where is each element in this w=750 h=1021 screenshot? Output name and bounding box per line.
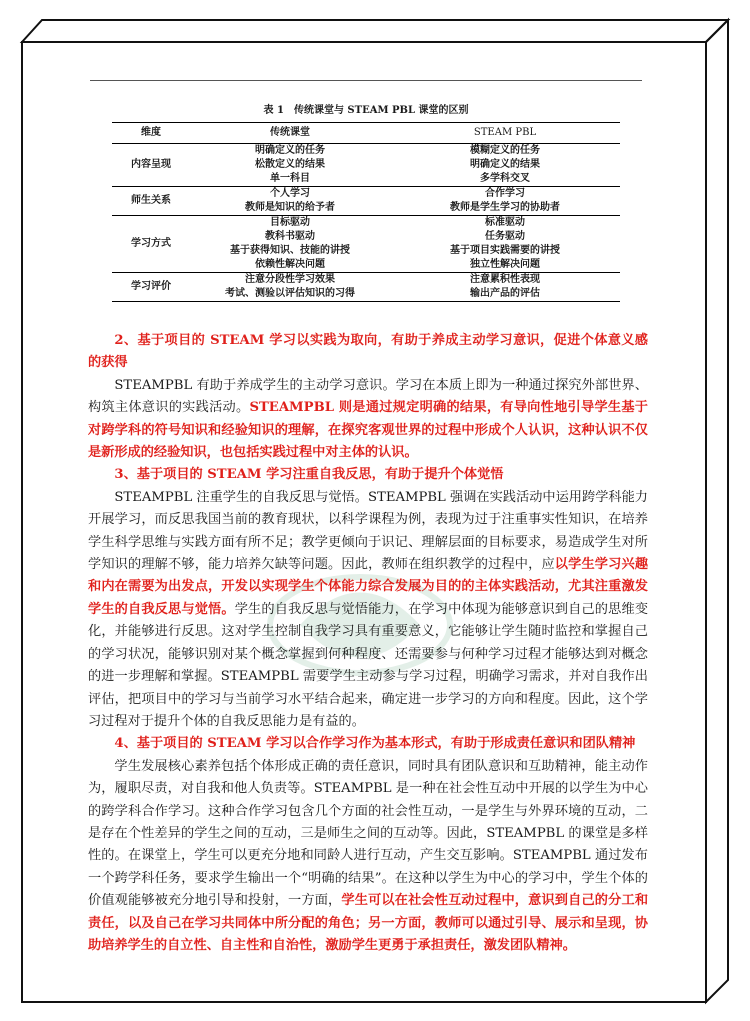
highlighted-text: 以学生学习兴趣和内在需要为出发点，开发以实现学生个体能力综合发展为目的的主体实践活动，尤其注重激发学生的自我反思与觉悟。 bbox=[88, 557, 649, 617]
table-cell: 教师是学生学习的协助者 bbox=[390, 201, 620, 216]
table-cell: 模糊定义的任务 bbox=[470, 145, 540, 156]
table-cell: 教科书驱动 bbox=[265, 231, 315, 242]
table-cell: 松散定义的结果 bbox=[255, 159, 325, 170]
table-cell: 基于获得知识、技能的讲授 bbox=[230, 245, 350, 256]
table-cell: 明确定义的任务 bbox=[255, 145, 325, 156]
table-cell-dimension: 师生关系 bbox=[112, 187, 190, 216]
table-cell-dimension: 内容呈现 bbox=[112, 144, 190, 187]
table-cell-dimension: 学习评价 bbox=[112, 273, 190, 302]
table-row bbox=[112, 144, 620, 159]
table-caption: 表 1 传统课堂与 STEAM PBL 课堂的区别 bbox=[263, 105, 469, 116]
section-heading: 2、基于项目的 STEAM 学习以实践为取向，有助于养成主动学习意识，促进个体意义感的获得 bbox=[88, 333, 648, 371]
article-body bbox=[88, 330, 648, 957]
table-row bbox=[112, 187, 620, 202]
section-heading: 4、基于项目的 STEAM 学习以合作学习作为基本形式，有助于形成责任意识和团队精神 bbox=[114, 736, 636, 752]
table-cell: 依赖性解决问题 bbox=[190, 258, 390, 273]
table-header-cell: 维度 bbox=[141, 127, 161, 138]
paragraph-text: 学生发展核心素养包括个体形成正确的责任意识，同时具有团队意识和互助精神，能主动作为，履职尽责，对自我和他人负责等。STEAMPBL 是一种在社会性互动中开展的以学生为中心的跨学科合作学习。这种合作学习包含几个方面的社会性互动，一是学生与外界环境的互动，二是存在个性差异的学生之间的互动，三是师生之间的互动等。因此，STEAMPBL 的课堂是多样性的。在课堂上，学生可以更充分地和同龄人进行互动，产生交互影响。STEAMPBL 通过发布一个跨学科任务，要求学生输出一个“明确的结果”。在这种以学生为中心的学习中，学生个体的价值观能够被充分地引导和投射，一方面， bbox=[88, 758, 648, 909]
paragraph-text: 学生的自我反思与觉悟能力，在学习中体现为能够意识到自己的思维变化，并能够进行反思。这对学生控制自我学习具有重要意义，它能够让学生随时监控和掌握自己的学习状况，能够识别对某个概念掌握到何种程度、还需要参与何种学习过程才能够达到对概念的进一步理解和掌握。STEAMPBL 需要学生主动参与学习过程，明确学习需求，并对自我作出评估，把项目中的学习与当前学习水平结合起来，确定进一步学习的方向和程度。因此，这个学习过程对于提升个体的自我反思能力是有益的。 bbox=[88, 601, 649, 729]
table-cell: 注意分段性学习效果 bbox=[245, 274, 335, 285]
highlighted-text: 学生可以在社会性互动过程中，意识到自己的分工和责任，以及自己在学习共同体中所分配的角色；另一方面，教师可以通过引导、展示和呈现，协助培养学生的自立性、自主性和自治性，激励学生更勇于承担责任，激发团队精神。 bbox=[88, 893, 649, 953]
table-header-cell: 传统课堂 bbox=[270, 127, 310, 138]
table-cell: 目标驱动 bbox=[270, 217, 310, 228]
table-row bbox=[112, 273, 620, 288]
table-cell: 教师是知识的给予者 bbox=[190, 201, 390, 216]
section-heading: 3、基于项目的 STEAM 学习注重自我反思，有助于提升个体觉悟 bbox=[114, 467, 504, 483]
table-cell: 输出产品的评估 bbox=[390, 287, 620, 302]
header-rule bbox=[90, 80, 642, 81]
table-cell-dimension: 学习方式 bbox=[112, 216, 190, 273]
paragraph-text: STEAMPBL 有助于养成学生的主动学习意识。学习在本质上即为一种通过探究外部世界、构筑主体意识的实践活动。 bbox=[88, 377, 648, 416]
table-cell: 基于项目实践需要的讲授 bbox=[450, 245, 560, 256]
table-row bbox=[112, 216, 620, 231]
table-cell: 标准驱动 bbox=[485, 217, 525, 228]
table-cell: 单一科目 bbox=[190, 172, 390, 187]
table-cell: 考试、测验以评估知识的习得 bbox=[190, 287, 390, 302]
paragraph bbox=[88, 487, 648, 733]
table-header-row bbox=[112, 123, 620, 144]
table-cell: 合作学习 bbox=[485, 188, 525, 199]
table-cell: 独立性解决问题 bbox=[390, 258, 620, 273]
paragraph-text: STEAMPBL 注重学生的自我反思与觉悟。STEAMPBL 强调在实践活动中运用跨学科能力开展学习，而反思我国当前的教育现状，以科学课程为例，表现为过于注重事实性知识，在培养学生科学思维与实践方面有所不足；教学更倾向于识记、理解层面的目标要求，易造成学生对所学知识的理解不够，能力培养欠缺等问题。因此，教师在组织教学的过程中，应 bbox=[88, 489, 648, 573]
comparison-table bbox=[112, 122, 620, 302]
table-cell: 多学科交叉 bbox=[390, 172, 620, 187]
table-cell: 注意累积性表现 bbox=[470, 274, 540, 285]
highlighted-text: STEAMPBL 则是通过规定明确的结果，有导向性地引导学生基于对跨学科的符号知识和经验知识的理解，在探究客观世界的过程中形成个人认识，这种认识不仅是新形成的经验知识，也包括实践过程中对主体的认识。 bbox=[88, 400, 648, 461]
table-cell: 任务驱动 bbox=[485, 231, 525, 242]
table-header-cell: STEAM PBL bbox=[473, 127, 537, 138]
paragraph bbox=[88, 756, 648, 958]
comparison-table-block bbox=[112, 104, 620, 302]
table-cell: 个人学习 bbox=[270, 188, 310, 199]
paragraph bbox=[88, 375, 648, 465]
table-cell: 明确定义的结果 bbox=[470, 159, 540, 170]
